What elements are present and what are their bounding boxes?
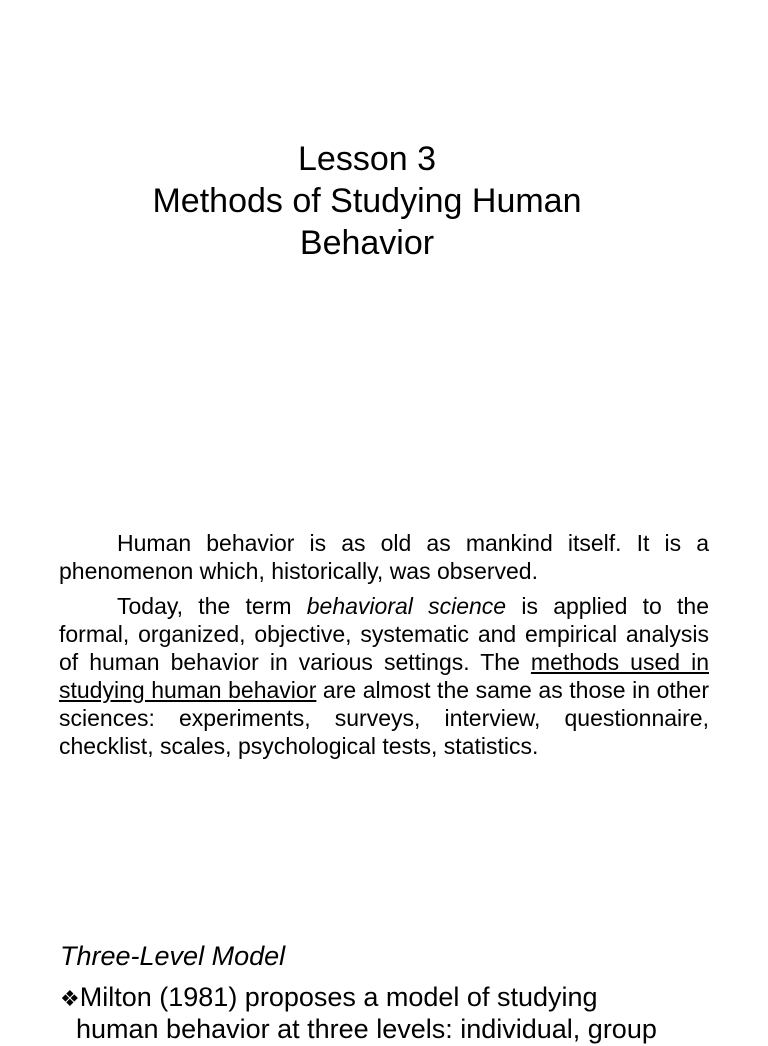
title-line-2: Behavior [299,224,435,262]
paragraph-text-middle: is applied to the formal, organized, objective, systematic and empirical analysis of human behavior in various settings. The [59,593,709,675]
bullet-item [60,980,598,1016]
underlined-methods-phrase: methods used in studying human behavior [59,649,709,703]
section-heading: Three-Level Model [60,941,286,971]
title-line-1: Methods of Studying Human [152,182,582,220]
body-text [59,529,709,767]
bullet-text: Milton (1981) proposes a model of studying [79,982,598,1012]
paragraph-text-end: are almost the same as those in other sciences: experiments, surveys, interview, questionnaire, checklist, scales, psychological tests, statistics. [59,677,709,759]
paragraph-intro: Human behavior is as old as mankind itself. It is a phenomenon which, historically, was observed. [59,530,709,584]
bullet-continuation: human behavior at three levels: individual, group [76,1014,657,1044]
page-title [0,138,734,264]
paragraph-text-start: Today, the term [117,593,307,619]
paragraph-behavioral-science [59,592,709,760]
lesson-number: Lesson 3 [298,140,436,178]
diamond-bullet-icon: ❖ [60,986,80,1011]
term-behavioral-science: behavioral science [306,593,507,619]
